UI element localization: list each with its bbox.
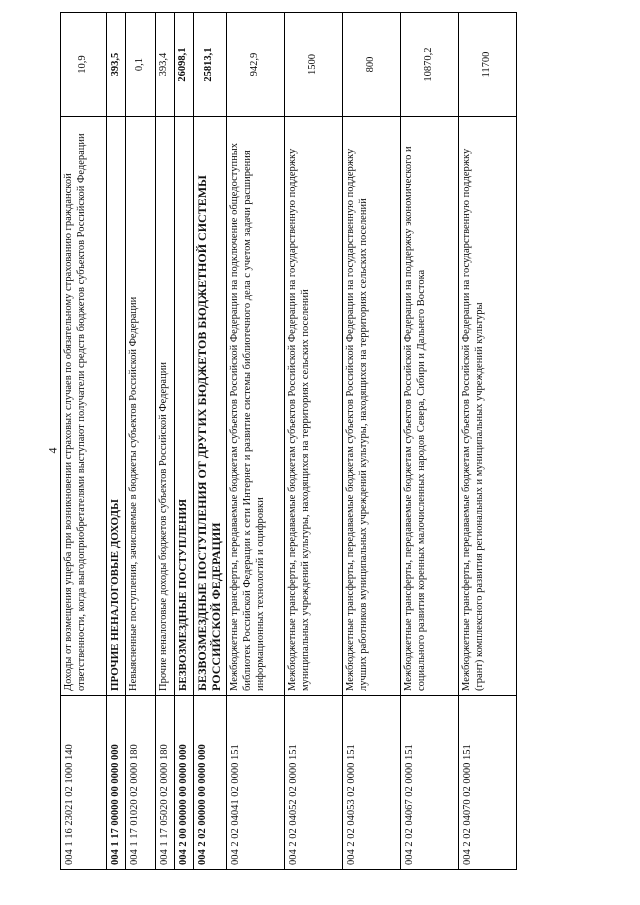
rotated-table-container (60, 40, 580, 870)
budget-code-cell: 004 2 02 04041 02 0000 151 (226, 696, 284, 870)
table-row (284, 13, 342, 870)
table-row (226, 13, 284, 870)
budget-code-cell: 004 2 00 00000 00 0000 000 (174, 696, 193, 870)
table-row (155, 13, 174, 870)
budget-code-cell: 004 1 16 23021 02 1000 140 (61, 696, 107, 870)
revenue-name-cell: Доходы от возмещения ущерба при возникновении страховых случаев по обязательному страхованию гражданской ответственности, когда выгодоприобретателями выступают получатели средств бюджетов субъектов Российской Федерации (61, 117, 107, 696)
revenue-name-cell: Невыясненные поступления, зачисляемые в бюджеты субъектов Российской Федерации (125, 117, 155, 696)
amount-cell: 26098,1 (174, 13, 193, 117)
table-row (193, 13, 226, 870)
budget-code-cell: 004 2 02 04067 02 0000 151 (400, 696, 458, 870)
budget-code-cell: 004 1 17 00000 00 0000 000 (107, 696, 126, 870)
budget-code-cell: 004 2 02 00000 00 0000 000 (193, 696, 226, 870)
amount-cell: 393,5 (107, 13, 126, 117)
table-row (174, 13, 193, 870)
page-number: 4 (45, 447, 60, 454)
revenue-name-cell: ПРОЧИЕ НЕНАЛОГОВЫЕ ДОХОДЫ (107, 117, 126, 696)
revenue-name-cell: БЕЗВОЗМЕЗДНЫЕ ПОСТУПЛЕНИЯ ОТ ДРУГИХ БЮДЖЕТОВ БЮДЖЕТНОЙ СИСТЕМЫ РОССИЙСКОЙ ФЕДЕРАЦИИ (193, 117, 226, 696)
revenue-name-cell: Прочие неналоговые доходы бюджетов субъектов Российской Федерации (155, 117, 174, 696)
amount-cell: 11700 (458, 13, 516, 117)
revenue-name-cell: Межбюджетные трансферты, передаваемые бюджетам субъектов Российской Федерации на государственную поддержку (грант) комплексного развития региональных и муниципальных учреждений культуры (458, 117, 516, 696)
table-row (342, 13, 400, 870)
amount-cell: 25813,1 (193, 13, 226, 117)
amount-cell: 942,9 (226, 13, 284, 117)
amount-cell: 0,1 (125, 13, 155, 117)
revenue-name-cell: Межбюджетные трансферты, передаваемые бюджетам субъектов Российской Федерации на государственную поддержку муниципальных учреждений культуры, находящихся на территориях сельских поселений (284, 117, 342, 696)
revenue-name-cell: Межбюджетные трансферты, передаваемые бюджетам субъектов Российской Федерации на подключение общедоступных библиотек Российской Федерации к сети Интернет и развитие системы библиотечного дела с учетом задачи расширения информационных технологий и оцифровки (226, 117, 284, 696)
amount-cell: 10,9 (61, 13, 107, 117)
table-row (61, 13, 107, 870)
budget-code-cell: 004 2 02 04052 02 0000 151 (284, 696, 342, 870)
table-row (125, 13, 155, 870)
budget-code-cell: 004 2 02 04070 02 0000 151 (458, 696, 516, 870)
revenue-table (60, 12, 517, 870)
revenue-table-body (61, 13, 517, 870)
amount-cell: 393,4 (155, 13, 174, 117)
revenue-name-cell: БЕЗВОЗМЕЗДНЫЕ ПОСТУПЛЕНИЯ (174, 117, 193, 696)
amount-cell: 10870,2 (400, 13, 458, 117)
revenue-name-cell: Межбюджетные трансферты, передаваемые бюджетам субъектов Российской Федерации на поддержку экономического и социального развития коренных малочисленных народов Севера, Сибири и Дальнего Востока (400, 117, 458, 696)
table-row (107, 13, 126, 870)
amount-cell: 1500 (284, 13, 342, 117)
budget-code-cell: 004 1 17 01020 02 0000 180 (125, 696, 155, 870)
table-row (458, 13, 516, 870)
revenue-name-cell: Межбюджетные трансферты, передаваемые бюджетам субъектов Российской Федерации на государственную поддержку лучших работников муниципальных учреждений культуры, находящихся на территориях сельских поселений (342, 117, 400, 696)
budget-code-cell: 004 1 17 05020 02 0000 180 (155, 696, 174, 870)
budget-code-cell: 004 2 02 04053 02 0000 151 (342, 696, 400, 870)
amount-cell: 800 (342, 13, 400, 117)
table-row (400, 13, 458, 870)
